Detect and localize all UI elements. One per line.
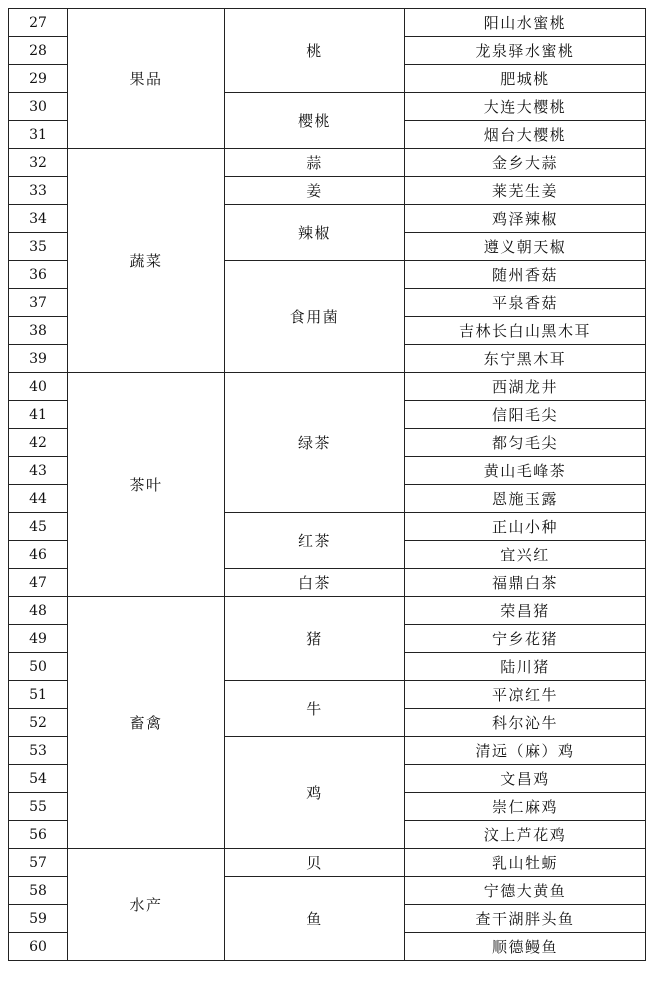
row-number-cell: 60	[9, 933, 68, 961]
product-cell: 汶上芦花鸡	[405, 821, 646, 849]
product-cell: 黄山毛峰茶	[405, 457, 646, 485]
product-cell: 龙泉驿水蜜桃	[405, 37, 646, 65]
table-row	[9, 149, 646, 177]
category-cell: 水产	[68, 849, 225, 961]
category-cell: 果品	[68, 9, 225, 149]
row-number-cell: 54	[9, 765, 68, 793]
row-number-cell: 36	[9, 261, 68, 289]
product-cell: 宜兴红	[405, 541, 646, 569]
table-body	[9, 9, 646, 961]
product-cell: 崇仁麻鸡	[405, 793, 646, 821]
subcategory-cell: 食用菌	[225, 261, 405, 373]
row-number-cell: 58	[9, 877, 68, 905]
table-row	[9, 597, 646, 625]
subcategory-cell: 樱桃	[225, 93, 405, 149]
product-cell: 顺德鳗鱼	[405, 933, 646, 961]
row-number-cell: 52	[9, 709, 68, 737]
product-cell: 信阳毛尖	[405, 401, 646, 429]
product-cell: 正山小种	[405, 513, 646, 541]
row-number-cell: 47	[9, 569, 68, 597]
product-cell: 遵义朝天椒	[405, 233, 646, 261]
product-table	[8, 8, 646, 961]
row-number-cell: 34	[9, 205, 68, 233]
row-number-cell: 38	[9, 317, 68, 345]
row-number-cell: 39	[9, 345, 68, 373]
category-cell: 茶叶	[68, 373, 225, 597]
subcategory-cell: 牛	[225, 681, 405, 737]
row-number-cell: 41	[9, 401, 68, 429]
row-number-cell: 53	[9, 737, 68, 765]
row-number-cell: 28	[9, 37, 68, 65]
table-row	[9, 849, 646, 877]
row-number-cell: 40	[9, 373, 68, 401]
row-number-cell: 50	[9, 653, 68, 681]
row-number-cell: 30	[9, 93, 68, 121]
subcategory-cell: 猪	[225, 597, 405, 681]
row-number-cell: 29	[9, 65, 68, 93]
product-cell: 清远（麻）鸡	[405, 737, 646, 765]
row-number-cell: 49	[9, 625, 68, 653]
row-number-cell: 57	[9, 849, 68, 877]
product-cell: 随州香菇	[405, 261, 646, 289]
row-number-cell: 48	[9, 597, 68, 625]
row-number-cell: 45	[9, 513, 68, 541]
product-cell: 莱芜生姜	[405, 177, 646, 205]
product-cell: 都匀毛尖	[405, 429, 646, 457]
row-number-cell: 27	[9, 9, 68, 37]
table-row	[9, 373, 646, 401]
category-cell: 畜禽	[68, 597, 225, 849]
product-cell: 吉林长白山黑木耳	[405, 317, 646, 345]
subcategory-cell: 白茶	[225, 569, 405, 597]
subcategory-cell: 红茶	[225, 513, 405, 569]
product-cell: 科尔沁牛	[405, 709, 646, 737]
product-cell: 大连大樱桃	[405, 93, 646, 121]
row-number-cell: 31	[9, 121, 68, 149]
product-cell: 鸡泽辣椒	[405, 205, 646, 233]
product-cell: 宁德大黄鱼	[405, 877, 646, 905]
row-number-cell: 37	[9, 289, 68, 317]
product-cell: 西湖龙井	[405, 373, 646, 401]
product-cell: 恩施玉露	[405, 485, 646, 513]
product-cell: 陆川猪	[405, 653, 646, 681]
product-cell: 宁乡花猪	[405, 625, 646, 653]
subcategory-cell: 辣椒	[225, 205, 405, 261]
row-number-cell: 32	[9, 149, 68, 177]
subcategory-cell: 鸡	[225, 737, 405, 849]
category-cell: 蔬菜	[68, 149, 225, 373]
row-number-cell: 55	[9, 793, 68, 821]
subcategory-cell: 桃	[225, 9, 405, 93]
product-cell: 荣昌猪	[405, 597, 646, 625]
row-number-cell: 46	[9, 541, 68, 569]
product-cell: 福鼎白茶	[405, 569, 646, 597]
product-cell: 乳山牡蛎	[405, 849, 646, 877]
row-number-cell: 35	[9, 233, 68, 261]
row-number-cell: 43	[9, 457, 68, 485]
product-cell: 阳山水蜜桃	[405, 9, 646, 37]
table-row	[9, 9, 646, 37]
product-cell: 查干湖胖头鱼	[405, 905, 646, 933]
subcategory-cell: 绿茶	[225, 373, 405, 513]
product-cell: 金乡大蒜	[405, 149, 646, 177]
product-cell: 平凉红牛	[405, 681, 646, 709]
row-number-cell: 44	[9, 485, 68, 513]
subcategory-cell: 贝	[225, 849, 405, 877]
product-cell: 肥城桃	[405, 65, 646, 93]
subcategory-cell: 姜	[225, 177, 405, 205]
row-number-cell: 51	[9, 681, 68, 709]
product-cell: 烟台大樱桃	[405, 121, 646, 149]
row-number-cell: 42	[9, 429, 68, 457]
subcategory-cell: 蒜	[225, 149, 405, 177]
product-cell: 文昌鸡	[405, 765, 646, 793]
subcategory-cell: 鱼	[225, 877, 405, 961]
row-number-cell: 33	[9, 177, 68, 205]
row-number-cell: 56	[9, 821, 68, 849]
product-cell: 平泉香菇	[405, 289, 646, 317]
row-number-cell: 59	[9, 905, 68, 933]
product-cell: 东宁黑木耳	[405, 345, 646, 373]
